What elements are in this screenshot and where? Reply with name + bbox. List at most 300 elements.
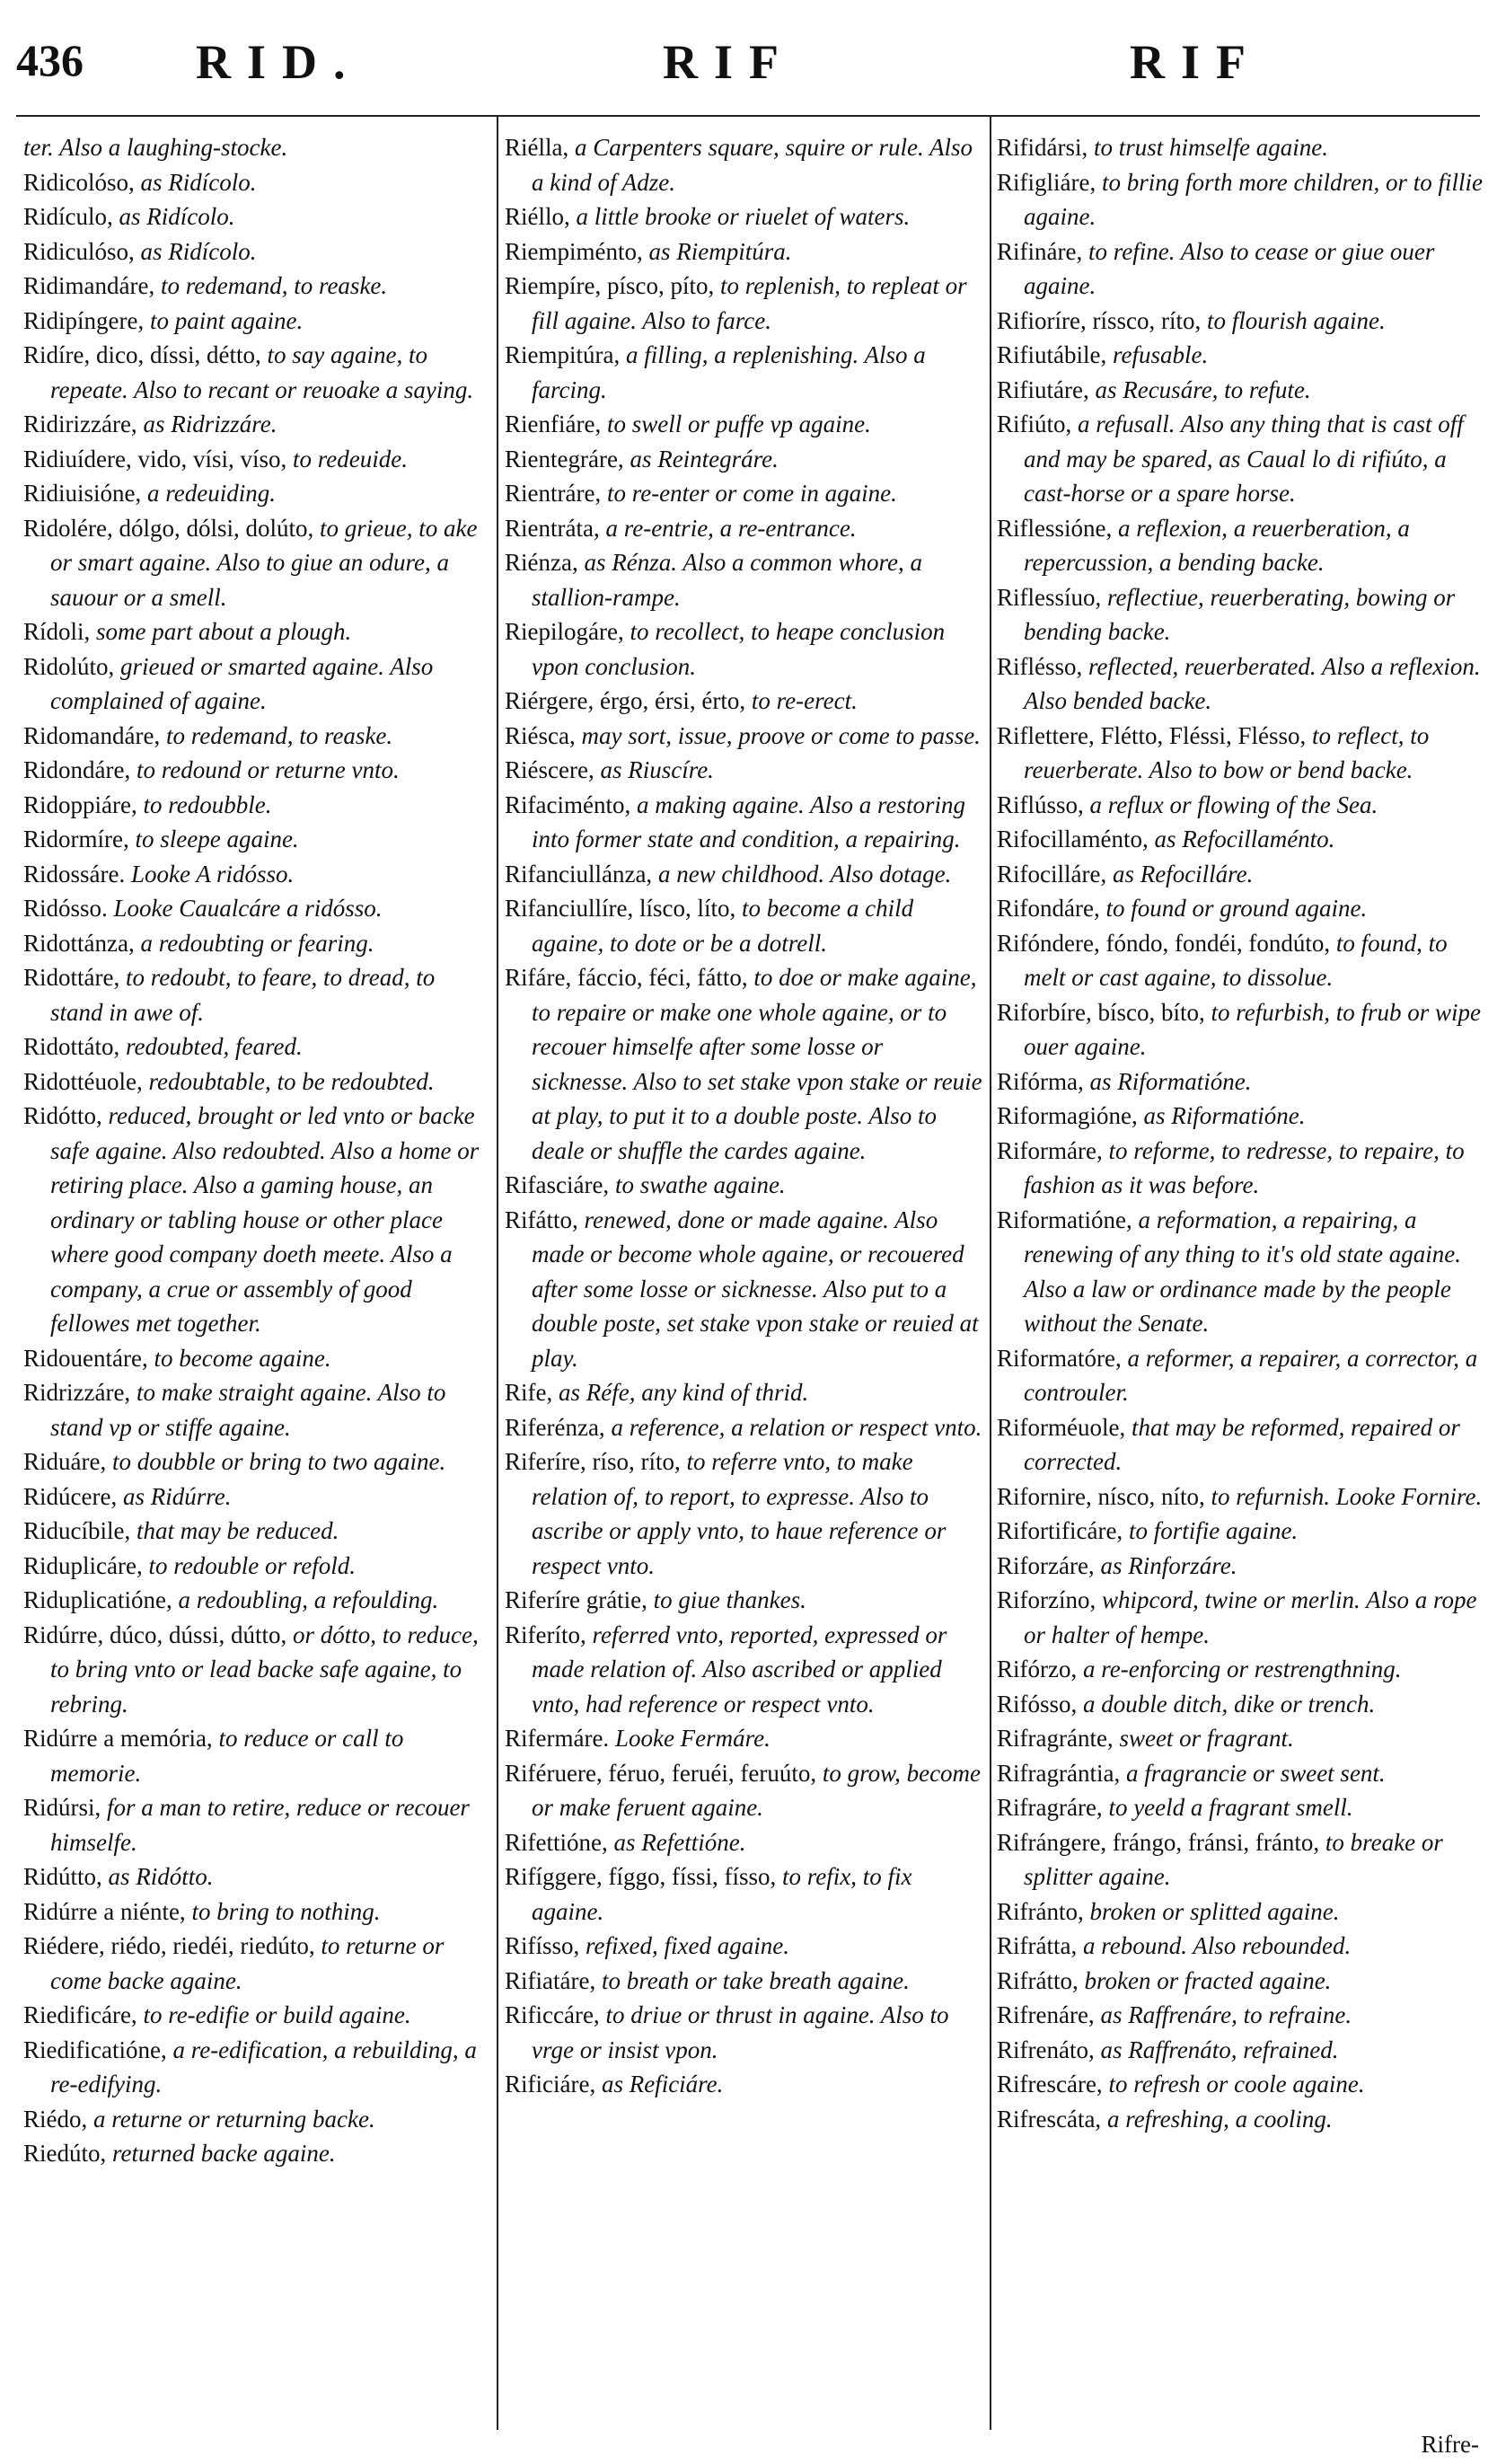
- dictionary-entry: [23, 1099, 490, 1341]
- dictionary-entry: [505, 1375, 985, 1410]
- dictionary-entry: [23, 442, 490, 477]
- dictionary-entry: [23, 1859, 490, 1894]
- definition: to fortifie againe.: [1128, 1517, 1299, 1544]
- dictionary-entry: [997, 1514, 1486, 1549]
- headword: Riferíre, ríso, ríto,: [505, 1448, 681, 1475]
- headword: Riféruere, féruo, feruéi, feruúto,: [505, 1759, 817, 1787]
- dictionary-entry: [997, 719, 1486, 788]
- dictionary-entry: [505, 1410, 985, 1445]
- headword: Rifocilláre,: [997, 860, 1107, 888]
- definition: to reforme, to redresse, to repaire, to fashion as it was before.: [1024, 1136, 1465, 1198]
- headword: Rifettióne,: [505, 1828, 608, 1856]
- definition: to paint againe.: [149, 306, 304, 334]
- dictionary-entry: [997, 857, 1486, 892]
- definition: for a man to retire, reduce or recouer himselfe.: [50, 1794, 470, 1856]
- headword: Rifóndere, fóndo, fondéi, fondúto,: [997, 929, 1331, 957]
- definition: a refreshing, a cooling.: [1106, 2105, 1333, 2133]
- headword: Rifrescáta,: [997, 2105, 1102, 2133]
- definition: to refurbish, to frub or wipe ouer againe.: [1024, 998, 1481, 1060]
- definition: a fragrancie or sweet sent.: [1125, 1759, 1386, 1787]
- headword: Riformatóre,: [997, 1344, 1122, 1372]
- headword: Riedúto,: [23, 2140, 107, 2167]
- headword: Riésca,: [505, 721, 576, 749]
- headword: Rifasciáre,: [505, 1171, 610, 1198]
- dictionary-entry: [997, 1825, 1486, 1894]
- dictionary-entry: [505, 1721, 985, 1756]
- dictionary-entry: [997, 2067, 1486, 2102]
- dictionary-entry: [997, 373, 1486, 408]
- headword: Riflessíuo,: [997, 583, 1102, 611]
- definition: as Refocillaménto.: [1154, 826, 1335, 852]
- definition: to re-enter or come in againe.: [606, 480, 897, 507]
- definition: renewed, done or made againe. Also made or become whole againe, or recouered after some losse or sicknesse. Also put to a double poste, set stake vpon stake or reuied at play.: [532, 1206, 979, 1372]
- dictionary-entry: [505, 1859, 985, 1929]
- headword: Ridúrre a niénte,: [23, 1897, 186, 1925]
- definition: to doubble or bring to two againe.: [111, 1448, 446, 1475]
- dictionary-entry: [997, 891, 1486, 926]
- dictionary-entry: [23, 2033, 490, 2102]
- headword: Riforméuole,: [997, 1413, 1126, 1441]
- headword: Rificiáre,: [505, 2071, 596, 2097]
- dictionary-entry: [505, 1756, 985, 1825]
- dictionary-entry: [505, 1929, 985, 1964]
- catchword: Rifre-: [1421, 2431, 1479, 2458]
- header-rule: [16, 115, 1480, 117]
- dictionary-entry: [997, 1479, 1486, 1515]
- definition: a reference, a relation or respect vnto.: [611, 1413, 982, 1441]
- headword: Riflettere, Flétto, Fléssi, Flésso,: [997, 721, 1307, 749]
- definition: as Rinforzáre.: [1100, 1551, 1237, 1579]
- dictionary-entry: [23, 614, 490, 649]
- definition: to redound or returne vnto.: [136, 756, 400, 783]
- dictionary-entry: [23, 1721, 490, 1790]
- definition: as Reintegráre.: [630, 445, 779, 472]
- headword: Rifrenáto,: [997, 2036, 1095, 2063]
- definition: as Riempitúra.: [648, 237, 792, 265]
- definition: as Raffrenáto, refrained.: [1100, 2036, 1339, 2063]
- definition: to referre vnto, to make relation of, to report, to expresse. Also to ascribe or apply vnto, to haue reference or respect vnto.: [532, 1448, 947, 1579]
- headword: Ridouentáre,: [23, 1344, 148, 1372]
- dictionary-entry: [505, 338, 985, 407]
- headword: Riérgere, érgo, érsi, érto,: [505, 687, 746, 714]
- headword: Ridottéuole,: [23, 1067, 143, 1095]
- headword: Rifrenáre,: [997, 2001, 1095, 2028]
- headword: Rifondáre,: [997, 895, 1100, 922]
- dictionary-entry: [23, 1549, 490, 1584]
- dictionary-entry: [997, 1134, 1486, 1203]
- dictionary-entry: [997, 130, 1486, 165]
- headword: Riedificatióne,: [23, 2036, 167, 2063]
- definition: as Riformatióne.: [1089, 1067, 1252, 1095]
- dictionary-entry: [997, 1652, 1486, 1687]
- dictionary-entry: [23, 1583, 490, 1618]
- headword: Riempiménto,: [505, 237, 643, 265]
- definition: as Raffrenáre, to refraine.: [1100, 2001, 1352, 2028]
- dictionary-entry: [997, 995, 1486, 1064]
- headword: Rifíggere, fíggo, físsi, físso,: [505, 1863, 777, 1890]
- dictionary-entry: [23, 719, 490, 754]
- definition: returned backe againe.: [112, 2140, 336, 2167]
- headword: Ridúcere,: [23, 1482, 118, 1510]
- definition: as Refocilláre.: [1112, 860, 1254, 888]
- definition: to redemand, to reaske.: [165, 721, 393, 749]
- headword: Ridiuisióne,: [23, 480, 142, 507]
- headword: Riferíre grátie,: [505, 1586, 647, 1613]
- definition: a rebound. Also rebounded.: [1082, 1932, 1352, 1959]
- definition: a redoubling, a refoulding.: [178, 1586, 439, 1613]
- headword: Ridúrsi,: [23, 1794, 101, 1821]
- headword: Rifósso,: [997, 1690, 1078, 1718]
- definition: that may be reduced.: [136, 1517, 339, 1544]
- headword: Rifragráre,: [997, 1794, 1103, 1821]
- dictionary-entry: [505, 1964, 985, 1999]
- headword: Riferíto,: [505, 1621, 586, 1648]
- headword: Rifiutáre,: [997, 375, 1089, 403]
- definition: a re-enforcing or restrengthning.: [1082, 1656, 1402, 1682]
- column-3: [997, 130, 1486, 2464]
- definition: as Reficiáre.: [601, 2071, 724, 2097]
- headword: Rifrángere, frángo, fránsi, fránto,: [997, 1828, 1320, 1856]
- headword: Ridottáre,: [23, 964, 120, 991]
- dictionary-entry: [23, 407, 490, 442]
- headword: Rife,: [505, 1379, 553, 1406]
- headword: Ridútto,: [23, 1863, 102, 1890]
- definition: to bring forth more children, or to fillie againe.: [1024, 168, 1483, 230]
- dictionary-entry: [23, 822, 490, 857]
- definition: reduced, brought or led vnto or backe safe againe. Also redoubted. Also a home or retiring place. Also a gaming house, an ordinary or tabling house or other place where good company doeth meete. Also a company, a crue or assembly of good fellowes met together.: [50, 1102, 480, 1337]
- definition: a refusall. Also any thing that is cast off and may be spared, as Caual lo di rifiúto, a cast-horse or a spare horse.: [1024, 411, 1464, 507]
- definition: may sort, issue, proove or come to passe.: [581, 721, 981, 749]
- definition: to reflect, to reuerberate. Also to bow or bend backe.: [1024, 721, 1430, 783]
- dictionary-entry: [23, 891, 490, 926]
- headword: Rifrescáre,: [997, 2071, 1103, 2097]
- dictionary-entry: [997, 2102, 1486, 2137]
- definition: broken or fracted againe.: [1084, 1966, 1332, 1994]
- definition: a Carpenters square, squire or rule. Also a kind of Adze.: [532, 134, 973, 196]
- headword: Rifigliáre,: [997, 168, 1096, 196]
- dictionary-entry: [997, 580, 1486, 649]
- definition: to redoubble.: [143, 790, 272, 818]
- headword: Ridimandáre,: [23, 272, 155, 299]
- definition: to sleepe againe.: [135, 826, 299, 852]
- definition: to redeuide.: [293, 445, 408, 472]
- dictionary-entry: [23, 1341, 490, 1376]
- headword: Riduáre,: [23, 1448, 107, 1475]
- headword: Ridottánza,: [23, 929, 135, 957]
- definition: referred vnto, reported, expressed or made relation of. Also ascribed or applied vnto, had reference or respect vnto.: [532, 1621, 947, 1718]
- headword: Riéscere,: [505, 756, 594, 783]
- dictionary-entry: [23, 199, 490, 234]
- headword: Rificcáre,: [505, 2001, 600, 2028]
- definition: whipcord, twine or merlin. Also a rope or halter of hempe.: [1024, 1586, 1477, 1648]
- dictionary-entry: [23, 2136, 490, 2171]
- dictionary-entry: [23, 1029, 490, 1064]
- dictionary-entry: [23, 788, 490, 823]
- dictionary-entry: [505, 545, 985, 614]
- definition: a new childhood. Also dotage.: [657, 860, 952, 888]
- dictionary-entry: [997, 1341, 1486, 1410]
- headword: Rifornire, nísco, níto,: [997, 1482, 1205, 1510]
- dictionary-entry: [997, 338, 1486, 373]
- dictionary-entry: [505, 476, 985, 511]
- headword: Rifórzo,: [997, 1656, 1078, 1682]
- dictionary-entry: [997, 1687, 1486, 1722]
- dictionary-entry: [997, 1964, 1486, 1999]
- dictionary-entry: [23, 1375, 490, 1444]
- dictionary-entry: [23, 476, 490, 511]
- definition: to refine. Also to cease or giue ouer againe.: [1024, 237, 1435, 299]
- definition: a little brooke or riuelet of waters.: [576, 203, 911, 230]
- definition: to bring to nothing.: [191, 1897, 381, 1925]
- headword: Riempitúra,: [505, 341, 621, 368]
- dictionary-entry: [23, 165, 490, 200]
- dictionary-entry: [997, 407, 1486, 511]
- definition: to grieue, to ake or smart againe. Also to giue an odure, a sauour or a smell.: [50, 514, 478, 611]
- dictionary-entry: [23, 269, 490, 304]
- dictionary-entry: [997, 649, 1486, 719]
- headword: Rifragránte,: [997, 1725, 1114, 1752]
- dictionary-entry: [23, 1618, 490, 1722]
- dictionary-entry: [997, 822, 1486, 857]
- headword: Riédo,: [23, 2105, 88, 2133]
- headword: Riélla,: [505, 134, 569, 161]
- headword: Riflússo,: [997, 790, 1084, 818]
- dictionary-entry: [997, 788, 1486, 823]
- dictionary-entry: [997, 1929, 1486, 1964]
- definition: some part about a plough.: [96, 618, 352, 645]
- definition: to recollect, to heape conclusion vpon conclusion.: [532, 618, 946, 680]
- definition: a re-entrie, a re-entrance.: [605, 514, 857, 542]
- column-rule-right: [990, 117, 991, 2430]
- definition: to become a child againe, to dote or be a dotrell.: [532, 895, 914, 957]
- dictionary-entry: [23, 960, 490, 1029]
- definition: ter. Also a laughing-stocke.: [23, 134, 288, 161]
- dictionary-entry: [505, 719, 985, 754]
- dictionary-entry: [505, 1168, 985, 1203]
- definition: redoubtable, to be redoubted.: [148, 1067, 435, 1095]
- dictionary-entry: [505, 234, 985, 269]
- dictionary-entry: [505, 891, 985, 960]
- definition: sweet or fragrant.: [1119, 1725, 1294, 1752]
- definition: refixed, fixed againe.: [586, 1932, 789, 1959]
- headword: Ridirizzáre,: [23, 411, 137, 437]
- headword: Rifermáre.: [505, 1725, 610, 1752]
- head-right: RIF: [1130, 35, 1262, 89]
- definition: a reflux or flowing of the Sea.: [1089, 790, 1378, 818]
- headword: Riformatióne,: [997, 1206, 1132, 1233]
- dictionary-entry: [997, 1998, 1486, 2033]
- dictionary-entry: [505, 407, 985, 442]
- definition: to flourish againe.: [1206, 306, 1386, 334]
- definition: to refresh or coole againe.: [1108, 2071, 1365, 2097]
- dictionary-entry: [505, 1203, 985, 1376]
- running-head: [16, 34, 1480, 106]
- dictionary-entry: [23, 1894, 490, 1930]
- headword: Riformáre,: [997, 1136, 1103, 1164]
- definition: broken or splitted againe.: [1089, 1897, 1340, 1925]
- headword: Rifrátta,: [997, 1932, 1078, 1959]
- dictionary-entry: [23, 857, 490, 892]
- dictionary-entry: [23, 1444, 490, 1479]
- definition: a double ditch, dike or trench.: [1083, 1690, 1376, 1718]
- dictionary-entry: [23, 234, 490, 269]
- definition: that may be reformed, repaired or corrected.: [1024, 1413, 1460, 1475]
- headword: Rifiúto,: [997, 411, 1072, 437]
- dictionary-entry: [23, 1479, 490, 1515]
- definition: as Recusáre, to refute.: [1095, 375, 1311, 403]
- dictionary-entry: [997, 1410, 1486, 1479]
- headword: Rifránto,: [997, 1897, 1084, 1925]
- dictionary-entry: [505, 684, 985, 719]
- headword: Rientráre,: [505, 480, 602, 507]
- headword: Rifortificáre,: [997, 1517, 1123, 1544]
- headword: Rifidársi,: [997, 134, 1088, 161]
- dictionary-entry: [505, 857, 985, 892]
- headword: Riforzíno,: [997, 1586, 1096, 1613]
- headword: Riforzáre,: [997, 1551, 1095, 1579]
- dictionary-entry: [997, 1790, 1486, 1825]
- definition: to breath or take breath againe.: [601, 1966, 910, 1994]
- definition: a redeuiding.: [147, 480, 276, 507]
- headword: Ridicolóso,: [23, 168, 135, 196]
- dictionary-entry: [997, 1721, 1486, 1756]
- dictionary-entry: [23, 926, 490, 961]
- headword: Rifaciménto,: [505, 790, 631, 818]
- headword: Rifiatáre,: [505, 1966, 596, 1994]
- headword: Riflessióne,: [997, 514, 1113, 542]
- headword: Rientráta,: [505, 514, 600, 542]
- definition: as Ridícolo.: [119, 203, 235, 230]
- headword: Riducíbile,: [23, 1517, 131, 1544]
- dictionary-entry: [505, 1444, 985, 1583]
- dictionary-entry: [23, 2102, 490, 2137]
- dictionary-entry: [505, 2067, 985, 2102]
- headword: Ridúrre, dúco, dússi, dútto,: [23, 1621, 287, 1648]
- dictionary-entry: [997, 1064, 1486, 1100]
- definition: to swell or puffe vp againe.: [606, 411, 871, 437]
- headword: Ridiuídere, vido, vísi, víso,: [23, 445, 287, 472]
- definition: a reformation, a repairing, a renewing of any thing to it's old state againe. Also a law or ordinance made by the people without the Senate.: [1024, 1206, 1461, 1337]
- headword: Rifiutábile,: [997, 341, 1107, 368]
- definition: to doe or make againe, to repaire or make one whole againe, or to recouer himselfe after some losse or sicknesse. Also to set stake vpon stake or reuie at play, to put it to a double poste. Also to deale or shuffle the cardes againe.: [532, 964, 982, 1164]
- dictionary-entry: [23, 1514, 490, 1549]
- definition: a redoubting or fearing.: [140, 929, 374, 957]
- headword: Riduplicáre,: [23, 1551, 143, 1579]
- headword: Rifórma,: [997, 1067, 1084, 1095]
- headword: Rifáre, fáccio, féci, fátto,: [505, 964, 748, 991]
- dictionary-entry: [505, 442, 985, 477]
- headword: Riflésso,: [997, 652, 1083, 680]
- column-1: [23, 130, 490, 2464]
- definition: reflectiue, reuerberating, bowing or bending backe.: [1024, 583, 1456, 645]
- headword: Ridondáre,: [23, 756, 131, 783]
- definition: to replenish, to repleat or fill againe. Also to farce.: [532, 272, 967, 334]
- dictionary-entry: [997, 234, 1486, 304]
- headword: Ridottáto,: [23, 1033, 120, 1060]
- dictionary-entry: [505, 960, 985, 1168]
- definition: a returne or returning backe.: [93, 2105, 375, 2133]
- dictionary-entry: [997, 1756, 1486, 1791]
- dictionary-entry: [505, 614, 985, 684]
- headword: Ridótto,: [23, 1102, 102, 1129]
- dictionary-entry: [997, 1099, 1486, 1134]
- definition: to found or ground againe.: [1105, 895, 1368, 922]
- head-left: RID.: [196, 35, 362, 89]
- definition: to make straight againe. Also to stand vp or stiffe againe.: [50, 1379, 446, 1441]
- headword: Riferénza,: [505, 1413, 605, 1441]
- dictionary-entry: [997, 165, 1486, 234]
- headword: Riempíre, písco, píto,: [505, 272, 715, 299]
- dictionary-entry: [505, 1998, 985, 2067]
- dictionary-entry: [505, 130, 985, 199]
- headword: Ridrizzáre,: [23, 1379, 131, 1406]
- definition: a making againe. Also a restoring into former state and condition, a repairing.: [532, 790, 965, 852]
- dictionary-entry: [23, 649, 490, 719]
- dictionary-entry: [997, 1583, 1486, 1652]
- definition: to redemand, to reaske.: [160, 272, 388, 299]
- headword: Rifrátto,: [997, 1966, 1079, 1994]
- definition: to redoubt, to feare, to dread, to stand in awe of.: [50, 964, 436, 1026]
- dictionary-entry: [505, 511, 985, 546]
- headword: Rifragrántia,: [997, 1759, 1121, 1787]
- definition: to giue thankes.: [653, 1586, 806, 1613]
- headword: Rifísso,: [505, 1932, 580, 1959]
- headword: Rifioríre, ríssco, ríto,: [997, 306, 1202, 334]
- definition: as Ridícolo.: [140, 168, 257, 196]
- headword: Riedificáre,: [23, 2001, 137, 2028]
- definition: to refix, to fix againe.: [532, 1863, 912, 1925]
- headword: Ridormíre,: [23, 826, 129, 852]
- headword: Rídoli,: [23, 618, 91, 645]
- headword: Ridolúto,: [23, 652, 115, 680]
- headword: Rifanciullíre, lísco, líto,: [505, 895, 736, 922]
- dictionary-entry: [505, 1618, 985, 1722]
- definition: a reformer, a repairer, a corrector, a controuler.: [1024, 1344, 1478, 1406]
- dictionary-entry: [997, 926, 1486, 995]
- dictionary-entry: [23, 1929, 490, 1998]
- definition: as Riformatióne.: [1143, 1102, 1306, 1129]
- dictionary-entry: [505, 269, 985, 338]
- headword: Ridipíngere,: [23, 306, 145, 334]
- headword: Riéllo,: [505, 203, 570, 230]
- dictionary-entry: [23, 1064, 490, 1100]
- definition: Looke Fermáre.: [614, 1725, 771, 1752]
- dictionary-entry: [505, 1583, 985, 1618]
- definition: to redouble or refold.: [148, 1551, 356, 1579]
- headword: Ridósso.: [23, 895, 108, 922]
- headword: Riepilogáre,: [505, 618, 624, 645]
- definition: to become againe.: [154, 1344, 331, 1372]
- headword: Rifináre,: [997, 237, 1083, 265]
- column-rule-left: [497, 117, 498, 2430]
- definition: as Réfe, any kind of thrid.: [559, 1379, 809, 1406]
- definition: to reduce or call to memorie.: [50, 1725, 404, 1787]
- definition: as Rénza. Also a common whore, a stallion-rampe.: [532, 549, 922, 611]
- definition: to refurnish. Looke Fornire.: [1211, 1482, 1483, 1510]
- definition: to trust himselfe againe.: [1094, 134, 1328, 161]
- definition: Looke Caualcáre a ridósso.: [113, 895, 383, 922]
- column-2: [505, 130, 985, 2464]
- headword: Ridoppiáre,: [23, 790, 137, 818]
- headword: Rifocillaménto,: [997, 826, 1149, 852]
- headword: Ridículo,: [23, 203, 113, 230]
- dictionary-entry: [997, 1549, 1486, 1584]
- headword: Riédere, riédo, riedéi, riedúto,: [23, 1932, 315, 1959]
- definition: to found, to melt or cast againe, to dissolue.: [1024, 929, 1448, 991]
- dictionary-entry: [997, 1894, 1486, 1930]
- headword: Riforbíre, bísco, bíto,: [997, 998, 1205, 1026]
- headword: Rientegráre,: [505, 445, 624, 472]
